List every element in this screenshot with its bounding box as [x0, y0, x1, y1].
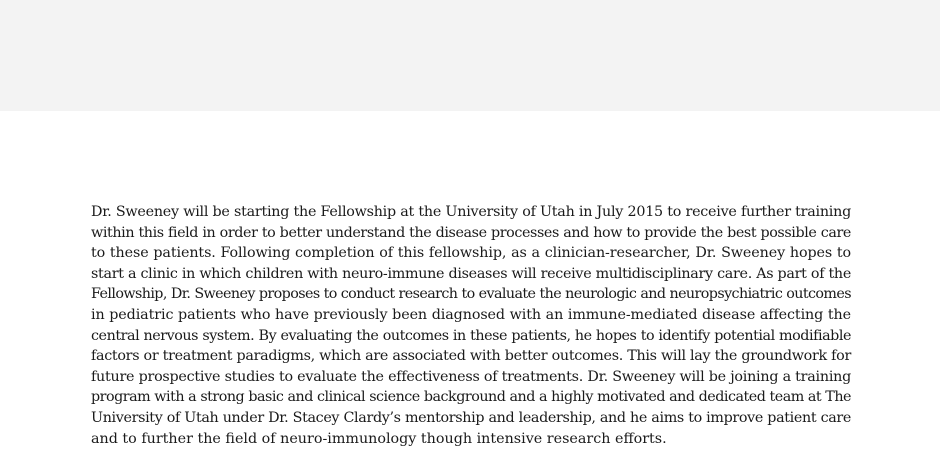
- paragraph-line: to these patients. Following completion of this fellowship, as a clinician-researcher, Dr. Sweeney hopes to: [91, 245, 851, 262]
- paragraph-line: in pediatric patients who have previously been diagnosed with an immune-mediated disease affecting the: [91, 306, 851, 323]
- paragraph-line: Dr. Sweeney will be starting the Fellowship at the University of Utah in July 2015 to receive further training: [91, 204, 851, 220]
- paragraph-line: University of Utah under Dr. Stacey Clardy’s mentorship and leadership, and he aims to improve patient care: [91, 409, 851, 426]
- paragraph-line: and to further the field of neuro-immunology though intensive research efforts.: [91, 430, 667, 447]
- paragraph-line: within this field in order to better understand the disease processes and how to provide the best possible care: [91, 224, 851, 241]
- body-paragraph: [91, 202, 851, 449]
- paragraph-line: future prospective studies to evaluate the effectiveness of treatments. Dr. Sweeney will be joining a training: [91, 368, 851, 385]
- paragraph-line: central nervous system. By evaluating the outcomes in these patients, he hopes to identify potential modifiable: [91, 327, 851, 344]
- paragraph-line: factors or treatment paradigms, which are associated with better outcomes. This will lay the groundwork for: [91, 348, 851, 365]
- paragraph-line: program with a strong basic and clinical science background and a highly motivated and dedicated team at The: [91, 389, 851, 406]
- header-band: [0, 0, 940, 111]
- paragraph-line: start a clinic in which children with neuro-immune diseases will receive multidisciplinary care. As part of the: [91, 265, 851, 282]
- paragraph-line: Fellowship, Dr. Sweeney proposes to conduct research to evaluate the neurologic and neuropsychiatric outcomes: [91, 286, 851, 303]
